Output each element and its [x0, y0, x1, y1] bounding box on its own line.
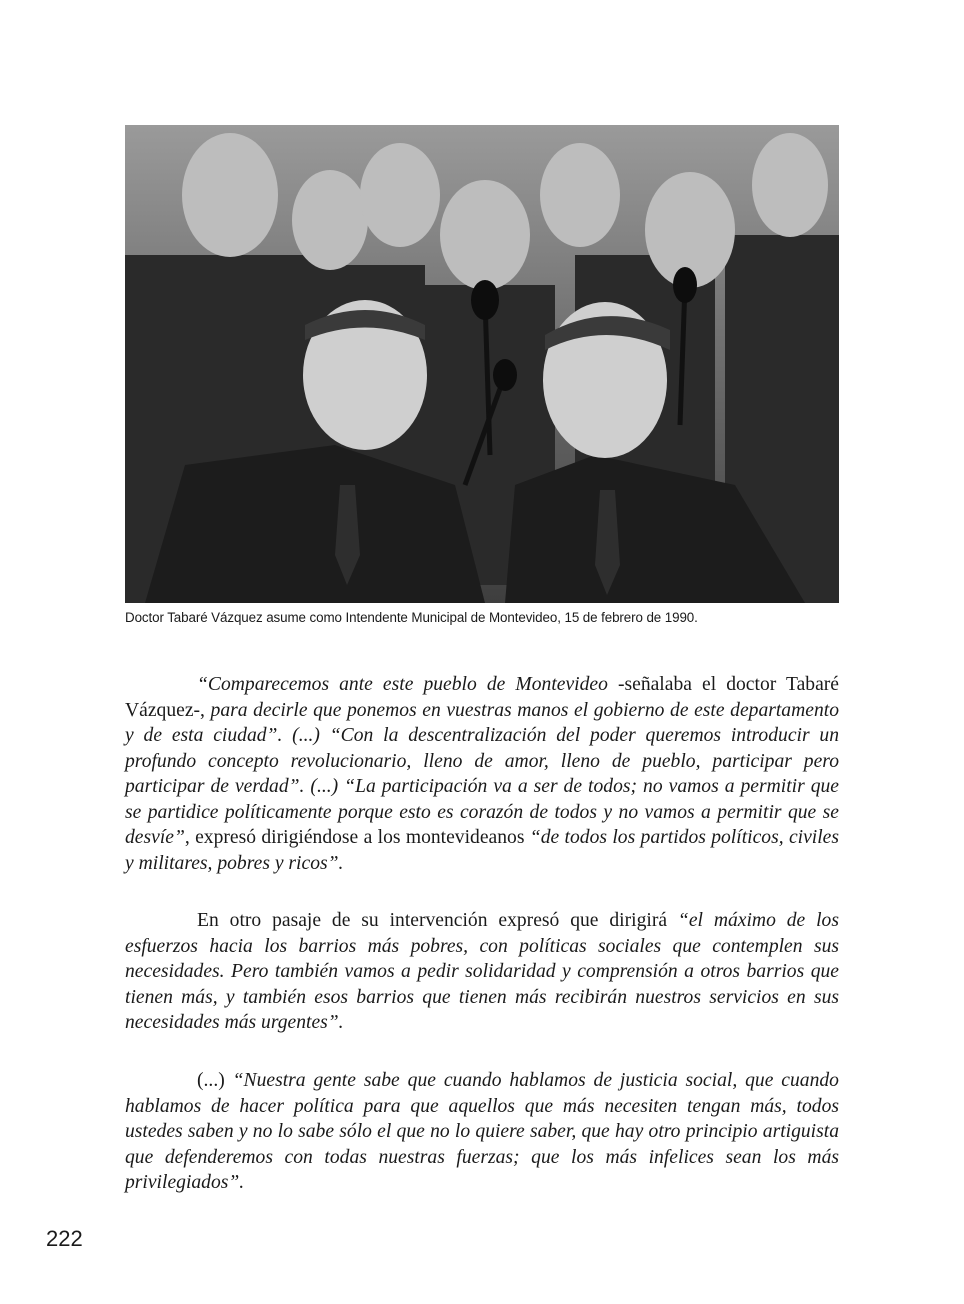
photo-caption: Doctor Tabaré Vázquez asume como Intendente Municipal de Montevideo, 15 de febrero de 1990. [125, 610, 698, 625]
quote-text: “el máximo de los esfuerzos hacia los barrios más pobres, con políticas sociales que contemplen sus necesidades. Pero también vamos a pedir solidaridad y comprensión a otros barrios que tienen más, y también esos barrios que tienen más recibirán nuestros servicios en sus necesidades más urgentes”. [125, 910, 839, 1033]
paragraph-2 [125, 908, 839, 1036]
quote-text: para decirle que ponemos en vuestras manos el gobierno de este departamento y de esta ciudad”. (...) “Con la descentralización del poder queremos introducir un profundo concepto revolucionario, lleno de amor, lleno de pueblo, participar pero participar de verdad”. (...) “La participación va a ser de todos; no vamos a permitir que se partidice políticamente porque esto es corazón de todos y no vamos a permitir que se desvíe” [125, 699, 839, 848]
quote-text: “de todos los partidos políticos, civiles y militares, pobres y ricos”. [125, 827, 839, 874]
body-text: En otro pasaje de su intervención expresó que dirigirá [197, 910, 678, 931]
paragraph-3 [125, 1068, 839, 1196]
press-photo [125, 125, 839, 603]
quote-text: “Comparecemos ante este pueblo de Montevideo [197, 674, 608, 695]
paragraph-1 [125, 672, 839, 876]
body-text: -señalaba el doctor Tabaré Vázquez-, [125, 674, 839, 721]
page-number: 222 [46, 1226, 83, 1251]
body-text: (...) [197, 1070, 233, 1091]
quote-text: “Nuestra gente sabe que cuando hablamos de justicia social, que cuando hablamos de hacer política para que aquellos que más necesiten tengan más, todos ustedes saben y no lo sabe sólo el que no lo quiere saber, que hay otro principio artiguista que defenderemos con todas nuestras fuerzas; que los más infelices sean los más privilegiados”. [125, 1070, 839, 1193]
body-text: , expresó dirigiéndose a los montevideanos [184, 827, 530, 848]
